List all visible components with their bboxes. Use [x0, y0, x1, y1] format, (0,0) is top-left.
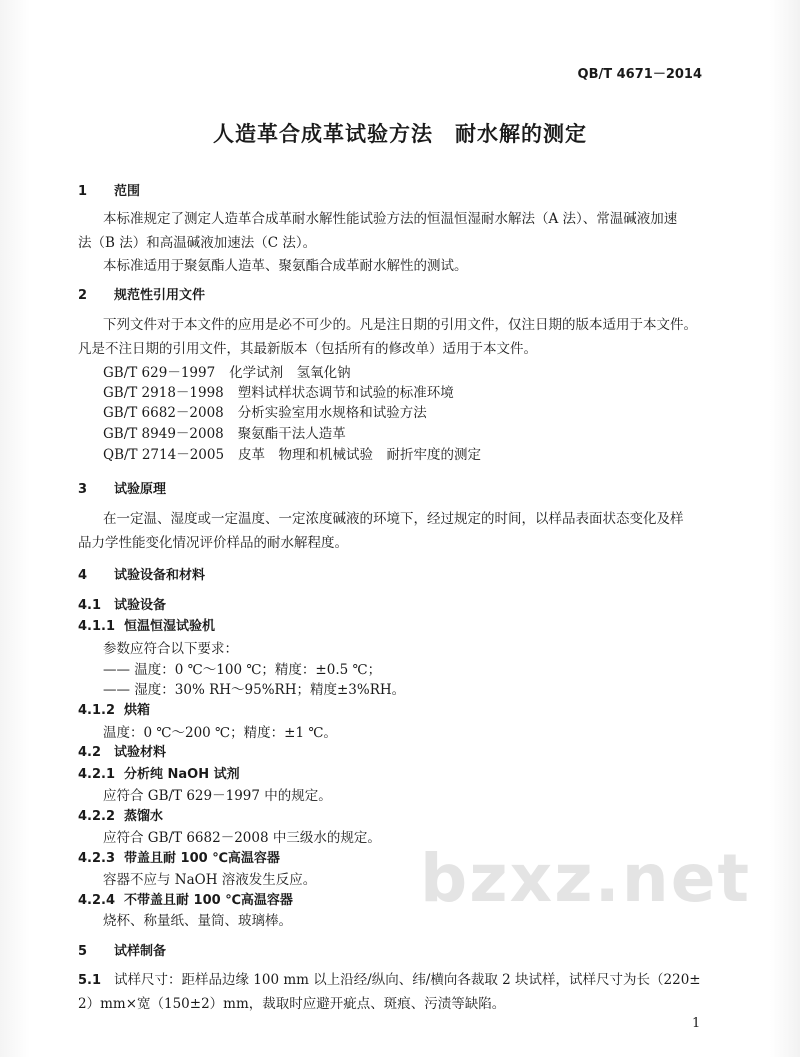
section-number: 4 [78, 568, 88, 583]
section-2-heading [78, 287, 205, 305]
section-number: 5.1 [78, 973, 102, 988]
subsection-heading [78, 702, 150, 720]
section-title: 规范性引用文件 [114, 288, 206, 303]
paragraph: 容器不应与 NaOH 溶液发生反应。 [103, 872, 317, 888]
section-title: 带盖且耐 100 ℃高温容器 [124, 851, 280, 866]
subsection-heading [78, 850, 280, 868]
subsection-heading [78, 766, 240, 784]
subsection-heading [78, 618, 215, 636]
paragraph: 应符合 GB/T 629－1997 中的规定。 [103, 788, 332, 804]
section-title: 试验原理 [114, 482, 167, 497]
section-5-heading [78, 943, 166, 961]
ref-title: 分析实验室用水规格和试验方法 [237, 405, 427, 421]
section-number: 4.2 [78, 745, 102, 760]
section-title: 试验设备和材料 [114, 568, 206, 583]
reference-item [103, 425, 346, 443]
ref-title: 化学试剂 氢氧化钠 [229, 365, 351, 381]
paragraph: 参数应符合以下要求： [103, 641, 238, 657]
section-3-heading [78, 481, 166, 499]
section-number: 4.2.3 [78, 851, 116, 866]
paragraph: 在一定温、湿度或一定温度、一定浓度碱液的环境下，经过规定的时间，以样品表面状态变化及样 [103, 511, 684, 527]
paragraph-text: 试样尺寸：距样品边缘 100 mm 以上沿经/纵向、纬/横向各裁取 2 块试样，试样尺寸为长（220± [114, 972, 701, 988]
paragraph: 本标准规定了测定人造革合成革耐水解性能试验方法的恒温恒湿耐水解法（A 法）、常温碱液加速 [103, 211, 678, 227]
section-title: 烘箱 [124, 703, 151, 718]
section-title: 不带盖且耐 100 ℃高温容器 [124, 893, 293, 908]
paragraph: 2）mm×宽（150±2）mm，裁取时应避开疵点、斑痕、污渍等缺陷。 [78, 996, 506, 1012]
section-number: 2 [78, 288, 88, 303]
section-number: 1 [78, 184, 88, 199]
section-title: 试验设备 [114, 598, 167, 613]
section-4-heading [78, 567, 205, 585]
ref-title: 塑料试样状态调节和试验的标准环境 [237, 385, 454, 401]
standard-number: QB/T 4671－2014 [577, 67, 702, 82]
document-title: 人造革合成革试验方法 耐水解的测定 [213, 122, 587, 146]
subsection-heading [78, 892, 293, 910]
section-number: 4.1.1 [78, 619, 116, 634]
page-number: 1 [692, 1016, 701, 1031]
paragraph: 本标准适用于聚氨酯人造革、聚氨酯合成革耐水解性的测试。 [103, 258, 468, 274]
section-number: 3 [78, 482, 88, 497]
ref-code: GB/T 629－1997 [103, 365, 216, 381]
ref-code: GB/T 6682－2008 [103, 405, 224, 421]
subsection-heading [78, 597, 166, 615]
paragraph [78, 971, 701, 990]
paragraph: 品力学性能变化情况评价样品的耐水解程度。 [78, 535, 348, 551]
section-number: 4.1 [78, 598, 102, 613]
section-title: 范围 [114, 184, 141, 199]
watermark: bzxz.net [420, 840, 752, 917]
paragraph: 应符合 GB/T 6682－2008 中三级水的规定。 [103, 830, 381, 846]
ref-code: GB/T 2918－1998 [103, 385, 224, 401]
paragraph: 凡是不注日期的引用文件，其最新版本（包括所有的修改单）适用于本文件。 [78, 341, 537, 357]
section-number: 4.1.2 [78, 703, 116, 718]
ref-title: 聚氨酯干法人造革 [237, 426, 346, 442]
section-number: 4.2.4 [78, 893, 116, 908]
section-1-heading [78, 183, 140, 201]
reference-item [103, 384, 454, 402]
reference-item [103, 364, 351, 382]
section-title: 蒸馏水 [124, 809, 164, 824]
subsection-heading [78, 744, 166, 762]
paragraph: 下列文件对于本文件的应用是必不可少的。凡是注日期的引用文件，仅注日期的版本适用于本文件。 [103, 317, 697, 333]
section-number: 5 [78, 944, 88, 959]
section-title: 试验材料 [114, 745, 167, 760]
reference-item [103, 446, 481, 464]
subsection-heading [78, 808, 163, 826]
section-title: 试样制备 [114, 944, 167, 959]
section-number: 4.2.1 [78, 767, 116, 782]
section-title: 分析纯 NaOH 试剂 [124, 767, 240, 782]
list-item: —— 温度：0 ℃～100 ℃；精度：±0.5 ℃； [103, 662, 382, 678]
ref-code: QB/T 2714－2005 [103, 447, 225, 463]
section-number: 4.2.2 [78, 809, 116, 824]
list-item: —— 湿度：30% RH～95%RH；精度±3%RH。 [103, 682, 406, 698]
paragraph: 法（B 法）和高温碱液加速法（C 法）。 [78, 235, 317, 251]
reference-item [103, 404, 427, 422]
ref-title: 皮革 物理和机械试验 耐折牢度的测定 [238, 447, 482, 463]
ref-code: GB/T 8949－2008 [103, 426, 224, 442]
paragraph: 温度：0 ℃～200 ℃；精度：±1 ℃。 [103, 725, 337, 741]
paragraph: 烧杯、称量纸、量筒、玻璃棒。 [103, 913, 292, 929]
section-title: 恒温恒湿试验机 [124, 619, 216, 634]
